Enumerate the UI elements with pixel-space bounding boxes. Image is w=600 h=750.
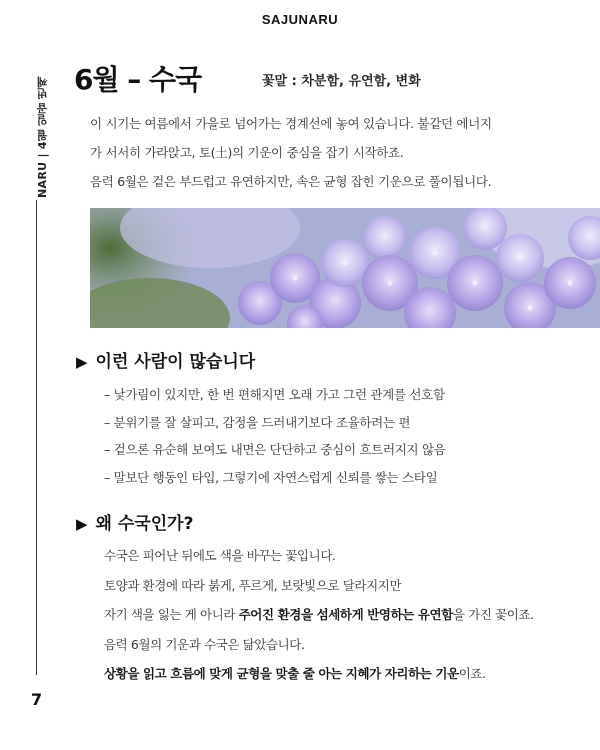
hydrangea-image	[90, 208, 600, 328]
list-item: – 말보단 행동인 타입, 그렇기에 자연스럽게 신뢰를 쌓는 스타일	[104, 469, 438, 485]
intro-line: 이 시기는 여름에서 가을로 넘어가는 경계선에 놓여 있습니다. 불같던 에너지	[90, 116, 492, 131]
why-text-plain: 자기 색을 잃는 게 아니라	[104, 607, 239, 622]
why-text-emphasis: 주어진 환경을 섬세하게 반영하는 유연함	[238, 607, 453, 622]
why-line	[104, 600, 584, 630]
trait-list	[104, 381, 584, 491]
flower-meaning: 꽃말 : 차분함, 유연함, 변화	[262, 74, 421, 89]
list-item: – 겉으론 유순해 보여도 내면은 단단하고 중심이 흐트러지지 않음	[104, 442, 446, 457]
list-item: – 분위기를 잘 살피고, 감정을 드러내기보다 조율하려는 편	[104, 414, 411, 430]
intro-text	[90, 109, 590, 196]
section-heading-text: 왜 수국인가?	[95, 514, 194, 534]
why-line: 수국은 피어난 뒤에도 색을 바꾸는 꽃입니다.	[104, 548, 336, 563]
why-text-plain: 을 가진 꽃이죠.	[452, 607, 534, 622]
brand-title: SAJUNARU	[261, 12, 339, 27]
list-item: – 낯가림이 있지만, 한 번 편해지면 오래 가고 그런 관계를 선호함	[104, 387, 445, 402]
triangle-bullet-icon: ▶	[76, 353, 88, 371]
hydrangea-illustration	[90, 208, 600, 328]
why-text-emphasis: 상황을 읽고 흐름에 맞게 균형을 맞출 줄 아는 지혜가 자리하는 기운	[104, 666, 459, 681]
page-number: 7	[31, 690, 43, 709]
side-label: NARU | 4월 일곱 번째	[36, 76, 49, 198]
page-title: 6월 – 수국	[74, 63, 202, 96]
why-text-plain: 이죠.	[458, 666, 486, 681]
triangle-bullet-icon: ▶	[76, 515, 88, 533]
why-text	[104, 541, 584, 689]
side-divider	[36, 200, 37, 675]
section-heading-text: 이런 사람이 많습니다	[95, 352, 256, 372]
intro-line: 음력 6월은 겉은 부드럽고 유연하지만, 속은 균형 잡힌 기운으로 풀이됩니다.	[90, 174, 492, 189]
why-line: 음력 6월의 기운과 수국은 닮았습니다.	[104, 636, 305, 652]
why-line	[104, 659, 584, 689]
why-line: 토양과 환경에 따라 붉게, 푸르게, 보랏빛으로 달라지지만	[104, 577, 402, 593]
section-heading-people	[76, 347, 255, 372]
section-heading-why	[76, 509, 193, 534]
intro-line: 가 서서히 가라앉고, 토(土)의 기운이 중심을 잡기 시작하죠.	[90, 145, 404, 160]
